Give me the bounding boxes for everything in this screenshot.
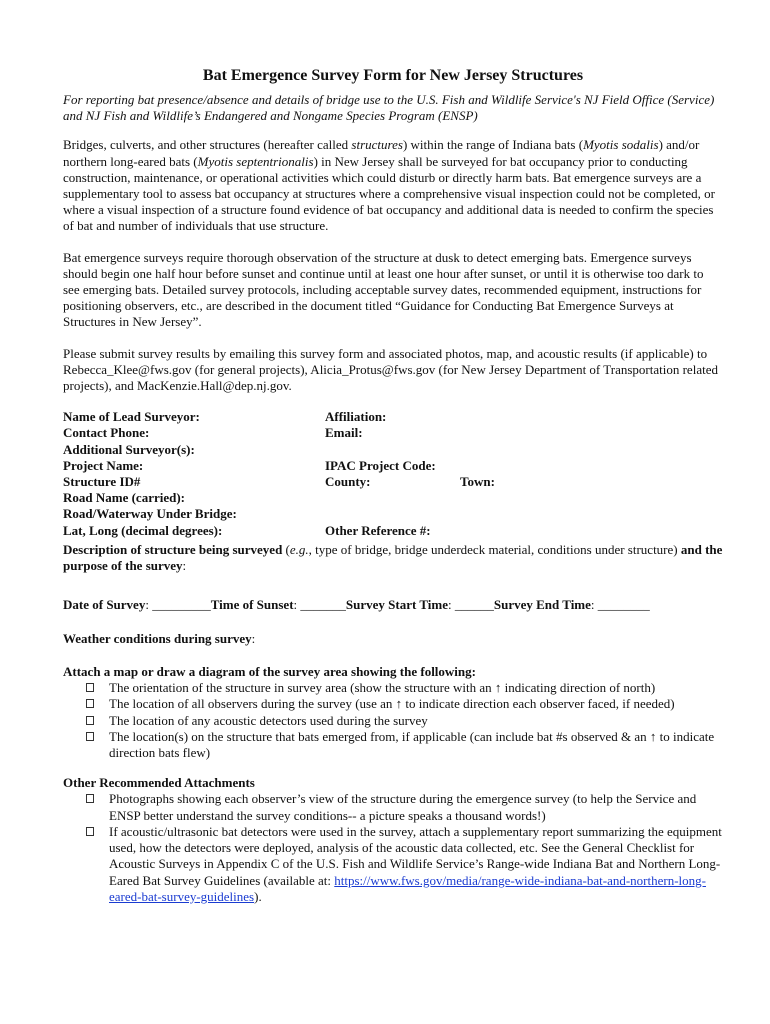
description-text-2: , type of bridge, bridge underdeck material, conditions under structure) xyxy=(308,542,681,558)
survey-end-label: Survey End Time xyxy=(493,596,591,612)
checkbox-icon[interactable] xyxy=(86,827,94,836)
field-project-name[interactable]: Project Name: xyxy=(63,457,144,473)
field-ipac-code[interactable]: IPAC Project Code: xyxy=(325,457,436,473)
submission-paragraph: Please submit survey results by emailing this survey form and associated photos, map, and acoustic results (if applicable) to Rebecca_Klee@fws.gov (for general projects), Alicia_Protus@fws.gov (for New Jersey Department of Transportation related projects), and MacKenzie.Hall@dep.nj.gov. xyxy=(63,345,718,394)
description-purpose-label: and the purpose of the survey xyxy=(63,542,723,574)
protocol-paragraph: Bat emergence surveys require thorough observation of the structure at dusk to detect emerging bats. Emergence surveys should begin one half hour before sunset and continue until at least one hour after sunset, or until it is otherwise too dark to see emerging bats. Detailed survey protocols, including acceptable survey dates, recommended equipment, instructions for positioning observers, etc., are described in the document titled “Guidance for Conducting Bat Emergence Surveys at Structures in New Jersey”. xyxy=(63,249,704,330)
field-contact-phone[interactable]: Contact Phone: xyxy=(63,425,150,441)
field-lat-long[interactable]: Lat, Long (decimal degrees): xyxy=(63,522,223,538)
survey-start-field[interactable]: : ______ xyxy=(447,596,494,612)
field-blank-1 xyxy=(325,442,436,458)
date-of-survey-field[interactable]: : _________ xyxy=(145,596,211,612)
description-label: Description of structure being surveyed xyxy=(63,542,283,558)
checkbox-icon[interactable] xyxy=(86,794,94,803)
checkbox-icon[interactable] xyxy=(86,732,94,741)
description-text-1: ( xyxy=(282,542,290,558)
field-county[interactable]: County: xyxy=(325,474,371,489)
survey-guidelines-link[interactable]: https://www.fws.gov/media/range-wide-indiana-bat-and-northern-long-eared-bat-survey-guidelines xyxy=(109,872,706,904)
survey-end-field[interactable]: : ________ xyxy=(590,596,650,612)
checklist-item-text: The orientation of the structure in survey area (show the structure with an ↑ indicating direction of north) xyxy=(109,680,656,696)
field-blank-2 xyxy=(325,490,436,506)
form-subtitle: For reporting bat presence/absence and details of bridge use to the U.S. Fish and Wildlife Service's NJ Field Office (Service) and NJ Fish and Wildlife’s Endangered and Nongame Species Program (ENSP) xyxy=(63,92,715,124)
checklist-item xyxy=(63,791,723,823)
checkbox-icon[interactable] xyxy=(86,716,94,725)
field-road-name[interactable]: Road Name (carried): xyxy=(63,490,186,506)
weather-colon: : xyxy=(251,630,256,646)
description-prompt[interactable] xyxy=(63,542,723,574)
intro-italic-sodalis: Myotis sodalis xyxy=(583,137,659,153)
field-road-waterway[interactable]: Road/Waterway Under Bridge: xyxy=(63,506,237,522)
intro-paragraph xyxy=(63,137,723,234)
checklist-item xyxy=(63,696,723,712)
checklist-item-text: If acoustic/ultrasonic bat detectors were used in the survey, attach a supplementary report summarizing the equipment used, how the detectors were deployed, analysis of the acoustic data collected, etc. See the General Checklist for Acoustic Surveys in Appendix C of the U.S. Fish and Wildlife Service’s Range-wide Indiana Bat and Northern Long-Eared Bat Survey Guidelines (available at: xyxy=(109,823,722,888)
date-of-survey-label: Date of Survey xyxy=(63,596,146,612)
checklist-item xyxy=(63,680,723,696)
checklist-item-text: The location of any acoustic detectors used during the survey xyxy=(109,712,428,728)
fields-mid-column xyxy=(325,409,436,539)
intro-text-4: ) in New Jersey shall be surveyed for bat occupancy prior to conducting construction, maintenance, or operational activities which could disturb or directly harm bats. Bat emergence surveys are a supplementary tool to assess bat occupancy at structures where a comprehensive visual inspection could not be completed, or where a visual inspection of a structure found evidence of bat occupancy and additional data is needed to confirm the species of bat and number of individuals that use structure. xyxy=(63,153,715,234)
intro-italic-septentrionalis: Myotis septentrionalis xyxy=(197,153,314,169)
field-email[interactable]: Email: xyxy=(325,425,363,441)
description-colon: : xyxy=(182,558,187,574)
checklist-item xyxy=(63,713,723,729)
checklist-item xyxy=(63,729,723,761)
intro-text-2: ) within the range of Indiana bats ( xyxy=(402,137,584,153)
weather-label: Weather conditions during survey xyxy=(63,630,252,646)
attach-map-checklist xyxy=(63,680,723,761)
time-of-sunset-label: Time of Sunset xyxy=(210,596,294,612)
other-attachments-heading: Other Recommended Attachments xyxy=(63,775,255,791)
intro-text-3: ) and/or northern long-eared bats ( xyxy=(63,137,700,169)
fields-left-column xyxy=(63,409,237,539)
checkbox-icon[interactable] xyxy=(86,699,94,708)
field-lead-surveyor[interactable]: Name of Lead Surveyor: xyxy=(63,409,200,425)
field-other-reference[interactable]: Other Reference #: xyxy=(325,522,431,538)
survey-start-label: Survey Start Time xyxy=(345,596,448,612)
description-eg: e.g. xyxy=(289,542,309,558)
checkbox-icon[interactable] xyxy=(86,683,94,692)
fields-town-column xyxy=(460,474,495,490)
checklist-item-end: ). xyxy=(254,888,262,904)
form-page xyxy=(63,66,723,915)
field-structure-id[interactable]: Structure ID# xyxy=(63,474,141,489)
time-of-sunset-field[interactable]: : _______ xyxy=(293,596,346,612)
checklist-item xyxy=(63,824,723,905)
weather-prompt[interactable] xyxy=(63,631,723,647)
checklist-item-text: The location of all observers during the survey (use an ↑ to indicate direction each observer faced, if needed) xyxy=(109,696,675,712)
survey-times-line xyxy=(63,597,723,613)
checklist-item-text: The location(s) on the structure that bats emerged from, if applicable (can include bat #s observed & an ↑ to indicate direction bats flew) xyxy=(109,728,715,761)
intro-italic-structures: structures xyxy=(351,137,403,153)
intro-text-1: Bridges, culverts, and other structures (hereafter called xyxy=(63,137,352,153)
form-fields xyxy=(63,409,723,537)
checklist-item-text: Photographs showing each observer’s view of the structure during the emergence survey (to help the Service and ENSP better understand the survey conditions-- a picture speaks a thousand words!) xyxy=(109,791,697,823)
field-affiliation[interactable]: Affiliation: xyxy=(325,409,387,425)
form-title: Bat Emergence Survey Form for New Jersey Structures xyxy=(202,67,584,84)
field-town[interactable]: Town: xyxy=(460,474,495,490)
field-blank-3 xyxy=(325,506,436,522)
field-additional-surveyors[interactable]: Additional Surveyor(s): xyxy=(63,441,195,457)
other-attachments-checklist xyxy=(63,791,723,904)
attach-map-heading: Attach a map or draw a diagram of the survey area showing the following: xyxy=(63,664,476,680)
